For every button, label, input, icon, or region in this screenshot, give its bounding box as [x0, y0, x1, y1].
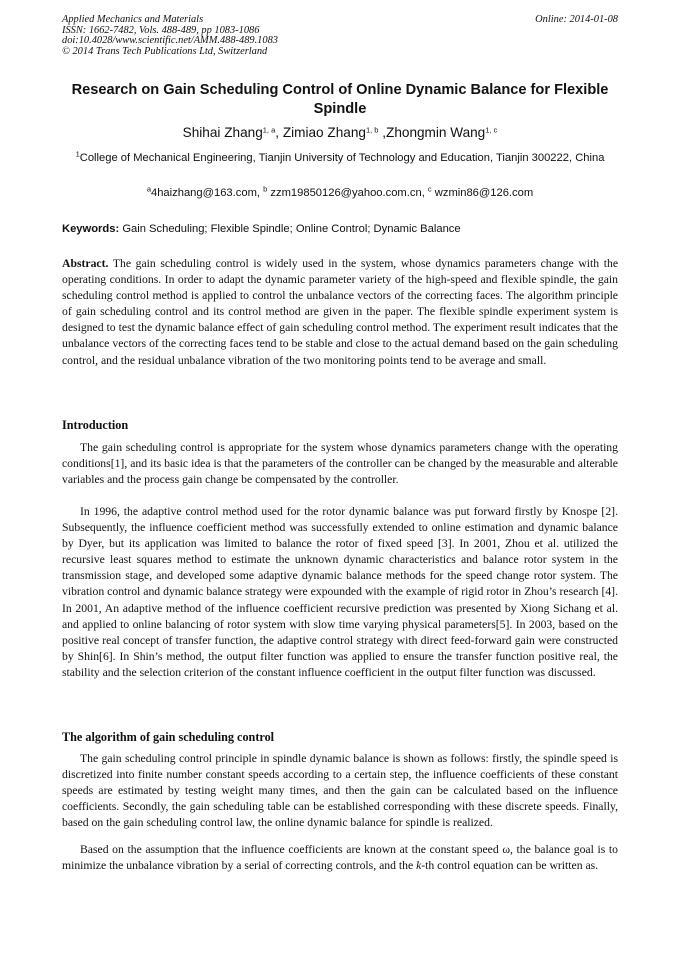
author-list — [62, 124, 618, 142]
keywords-text: Gain Scheduling; Flexible Spindle; Online Control; Dynamic Balance — [122, 223, 461, 235]
section-heading-introduction: Introduction — [62, 418, 129, 432]
email-mark: c — [427, 184, 432, 194]
algorithm-paragraph-text: Based on the assumption that the influence coefficients are known at the constant speed ω, the balance goal is to minimize the unbalance vibration by a serial of correcting controls, and the — [62, 843, 618, 873]
publication-header — [62, 15, 618, 57]
author-affiliation-mark: 1, b — [365, 125, 379, 135]
introduction-paragraph: In 1996, the adaptive control method used for the rotor dynamic balance was put forward firstly by Knospe [2]. Subsequently, the influence coefficient method was successfully extended to online estimation and dynamic balance by Dyer, but its application was limited to balance the rotor of fixed speed [3]. In 2001, Zhou et al. utilized the recursive least squares method to estimate the unknown dynamic characteristics and balance rotor system in the transmission stage, and developed some adaptive dynamic balance methods for the speed change rotor system. The vibration control and dynamic balance strategy were expounded with the example of rigid rotor in Zhou’s research [4]. In 2001, An adaptive method of the influence coefficient recursive prediction was presented by Xiong Sichang et al. and applied to online balancing of rotor system with slow time varying physical parameters[5]. In 2003, based on the positive real concept of transfer function, the adaptive control strategy with direct feed-forward gain were constructed by Shin[6]. In Shin’s method, the output filter function was applied to ensure the transfer function positive real, the stability and the selection criterion of the constant influence coefficient in the output filter function was discussed. — [62, 505, 618, 679]
affiliation-text: College of Mechanical Engineering, Tianjin University of Technology and Education, Tianjin 300222, China — [79, 152, 605, 164]
issn-line: ISSN: 1662-7482, Vols. 488-489, pp 1083-1086 — [62, 24, 260, 36]
keywords-label: Keywords: — [62, 223, 120, 235]
email-mark: b — [263, 184, 268, 194]
abstract-text: The gain scheduling control is widely used in the system, whose dynamics parameters change with the operating conditions. In order to adapt the dynamic parameter variety of the high-speed and flexible spindle, the gain scheduling control method is applied to control the unbalance vectors of the correcting faces. The algorithm principle of gain scheduling control and its control method are given in the paper. The flexible spindle experiment system is designed to test the dynamic balance effect of gain scheduling control method. The experiment result indicates that the unbalance vectors of the correcting faces tend to be stable and close to the actual demand based on the gain scheduling control, and the residual unbalance vibration of the two monitoring points tend to be average and small. — [62, 257, 619, 367]
author-name: Zhongmin Wang — [386, 125, 486, 140]
variable-k: k — [416, 859, 422, 873]
affiliation-mark: 1 — [75, 149, 80, 159]
author-affiliation-mark: 1, c — [485, 125, 498, 135]
author-name: Shihai Zhang — [182, 125, 263, 140]
algorithm-paragraph: The gain scheduling control principle in spindle dynamic balance is shown as follows: firstly, the spindle speed is discretized into finite number constant speeds according to a certain step, the influence coefficients of these constant speeds are estimated by testing weight many times, and then the gain can be calculated based on the influence coefficients. Secondly, the gain scheduling table can be established corresponding with these discrete speeds. Finally, based on the gain scheduling control law, the online dynamic balance for spindle is realized. — [62, 752, 618, 830]
author-separator: , — [378, 125, 387, 140]
paper-title: Research on Gain Scheduling Control of Online Dynamic Balance for Flexible Spindle — [71, 82, 609, 117]
abstract-label: Abstract. — [62, 257, 109, 270]
journal-name: Applied Mechanics and Materials — [62, 14, 204, 25]
author-affiliation-mark: 1, a — [262, 125, 276, 135]
email-address: wzmin86@126.com — [434, 187, 534, 199]
algorithm-paragraph — [62, 842, 618, 874]
email-mark: a — [146, 184, 151, 194]
abstract — [62, 256, 618, 369]
email-address: 4haizhang@163.com — [150, 187, 257, 199]
online-date: Online: 2014-01-08 — [535, 14, 618, 25]
doi-line: doi:10.4028/www.scientific.net/AMM.488-489.1083 — [62, 35, 278, 47]
author-name: Zimiao Zhang — [282, 125, 366, 140]
author-separator: , — [275, 125, 283, 140]
email-address: zzm19850126@yahoo.com.cn — [270, 187, 422, 199]
copyright-line: © 2014 Trans Tech Publications Ltd, Switzerland — [62, 45, 268, 57]
author-emails: $^a$4haizhang@163.com, $^b$ zzm19850126@yahoo.com.cn, $^c$ wzmin86@126.com — [146, 184, 534, 199]
introduction-paragraph: The gain scheduling control is appropriate for the system whose dynamics parameters change with the operating conditions[1], and its basic idea is that the parameters of the controller can be changed by the measurable and alterable variables and the process gain change be compensated by the controller. — [62, 441, 618, 487]
section-heading-algorithm: The algorithm of gain scheduling control — [62, 730, 275, 744]
algorithm-paragraph-text: -th control equation can be written as. — [421, 859, 599, 873]
keywords — [62, 222, 618, 236]
affiliation — [62, 151, 618, 166]
